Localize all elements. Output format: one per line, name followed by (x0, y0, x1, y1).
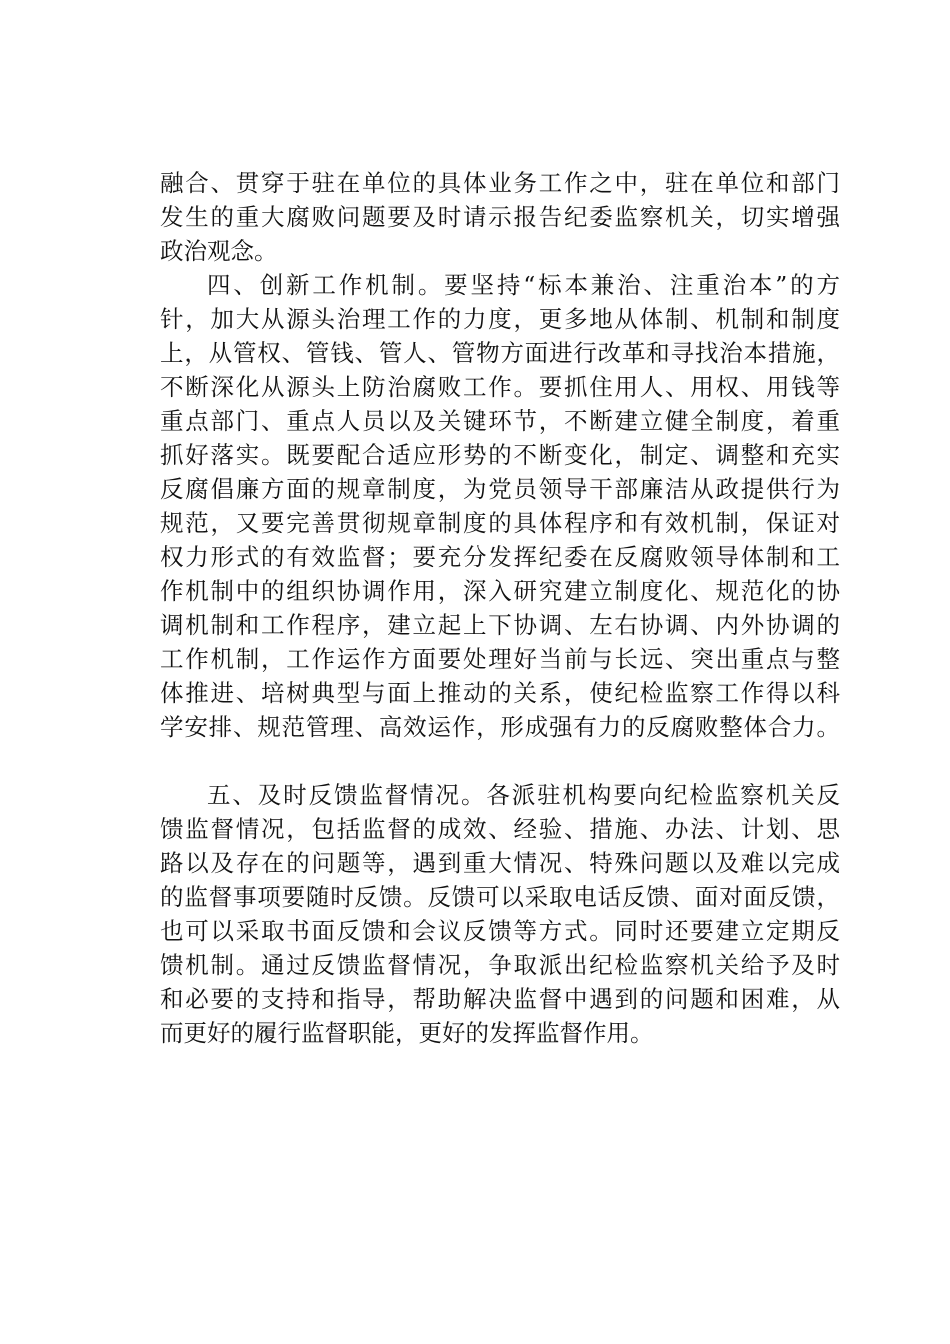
text-line: 工作机制，工作运作方面要处理好当前与长远、突出重点与整 (160, 645, 840, 673)
text-line: 权力形式的有效监督；要充分发挥纪委在反腐败领导体制和工 (160, 543, 840, 571)
text-line: 不断深化从源头上防治腐败工作。要抓住用人、用权、用钱等 (160, 373, 840, 401)
text-line: 调机制和工作程序，建立起上下协调、左右协调、内外协调的 (160, 611, 840, 639)
text-line: 四、创新工作机制。要坚持“标本兼治、注重治本”的方 (207, 271, 840, 299)
text-line: 体推进、培树典型与面上推动的关系，使纪检监察工作得以科 (160, 679, 840, 707)
text-line: 作机制中的组织协调作用，深入研究建立制度化、规范化的协 (160, 577, 840, 605)
text-line: 政治观念。 (160, 237, 278, 265)
text-line: 馈监督情况，包括监督的成效、经验、措施、办法、计划、思 (160, 815, 840, 843)
text-line: 也可以采取书面反馈和会议反馈等方式。同时还要建立定期反 (160, 917, 840, 945)
text-line: 路以及存在的问题等，遇到重大情况、特殊问题以及难以完成 (160, 849, 840, 877)
text-line: 而更好的履行监督职能，更好的发挥监督作用。 (160, 1019, 654, 1047)
text-line: 反腐倡廉方面的规章制度，为党员领导干部廉洁从政提供行为 (160, 475, 840, 503)
text-line: 重点部门、重点人员以及关键环节，不断建立健全制度，着重 (160, 407, 840, 435)
paragraph-section-four (160, 268, 840, 744)
paragraph-continuation (160, 166, 840, 268)
text-line: 融合、贯穿于驻在单位的具体业务工作之中，驻在单位和部门 (160, 169, 840, 197)
text-line: 馈机制。通过反馈监督情况，争取派出纪检监察机关给予及时 (160, 951, 840, 979)
paragraph-spacer (160, 744, 840, 778)
text-line: 发生的重大腐败问题要及时请示报告纪委监察机关，切实增强 (160, 203, 840, 231)
document-page (160, 166, 840, 1050)
text-line: 针，加大从源头治理工作的力度，更多地从体制、机制和制度 (160, 305, 840, 333)
text-line: 五、及时反馈监督情况。各派驻机构要向纪检监察机关反 (207, 781, 840, 809)
text-line: 抓好落实。既要配合适应形势的不断变化，制定、调整和充实 (160, 441, 840, 469)
text-line: 的监督事项要随时反馈。反馈可以采取电话反馈、面对面反馈， (160, 883, 840, 911)
text-line: 和必要的支持和指导，帮助解决监督中遇到的问题和困难，从 (160, 985, 840, 1013)
text-line: 上，从管权、管钱、管人、管物方面进行改革和寻找治本措施， (160, 339, 840, 367)
text-line: 学安排、规范管理、高效运作，形成强有力的反腐败整体合力。 (160, 713, 840, 741)
text-line: 规范，又要完善贯彻规章制度的具体程序和有效机制，保证对 (160, 509, 840, 537)
paragraph-section-five (160, 778, 840, 1050)
